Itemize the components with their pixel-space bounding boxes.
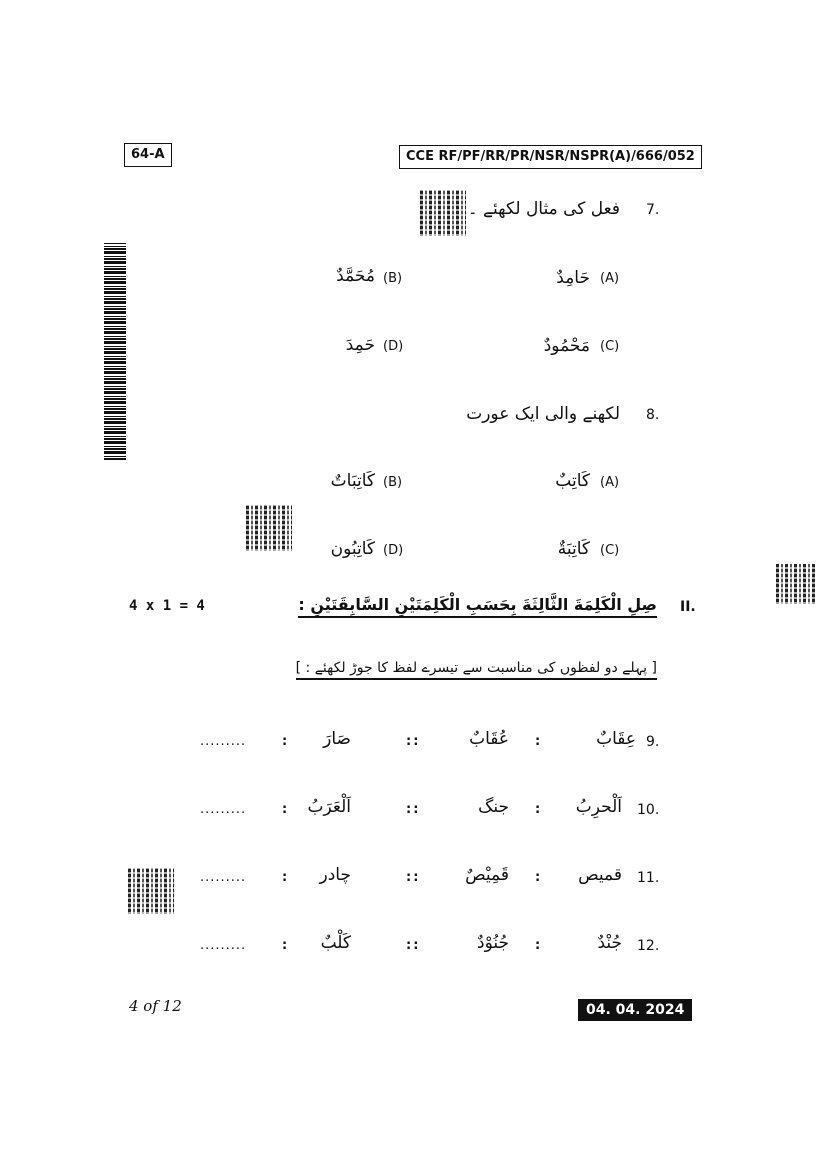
option-label: (A) [600, 475, 620, 490]
option-label: (B) [383, 271, 403, 286]
section-instruction: [ پہلے دو لفظوں کی مناسبت سے تیسرے لفظ کا جوڑ لکھئے : ] [296, 660, 657, 680]
double-separator: :: [406, 734, 421, 749]
double-separator: :: [406, 870, 421, 885]
answer-blank: ......... [200, 802, 247, 817]
word-3: صَارَ [323, 729, 351, 749]
question-text: لکھنے والی ایک عورت [466, 404, 620, 424]
answer-blank: ......... [200, 734, 247, 749]
separator: : [282, 870, 290, 885]
option-text: حَمِدَ [345, 335, 375, 355]
separator: : [282, 734, 290, 749]
option-text: حَامِدٌ [556, 268, 590, 288]
option-label: (C) [600, 339, 620, 354]
word-1: عِقَابٌ [596, 729, 636, 749]
item-number: 11. [637, 870, 660, 886]
separator: : [535, 734, 543, 749]
paper-code-left: 64-A [124, 143, 172, 167]
option-text: مَحْمُودٌ [543, 336, 590, 356]
word-3: چادر [319, 865, 351, 885]
answer-blank: ......... [200, 938, 247, 953]
qr-code-image [246, 505, 292, 551]
word-1: جُنْدٌ [597, 933, 622, 953]
double-separator: :: [406, 938, 421, 953]
question-number: 7. [646, 202, 660, 218]
option-text: كَاتِبَاتٌ [330, 471, 375, 491]
option-text: كَاتِبَةٌ [557, 539, 590, 559]
word-3: كَلْبٌ [320, 933, 351, 953]
barcode-image [104, 243, 126, 460]
separator: : [535, 802, 543, 817]
section-heading: صِلِ الْكَلِمَةَ الثَّالِثَةَ بِحَسَبِ الْكَلِمَتَيْنِ السَّابِقَتَيْنِ : [298, 595, 657, 618]
separator: : [282, 938, 290, 953]
item-number: 10. [637, 802, 660, 818]
option-text: كَاتِبٌ [555, 471, 590, 491]
answer-blank: ......... [200, 870, 247, 885]
word-2: جُنُوْدٌ [477, 933, 509, 953]
word-1: قمیص [578, 865, 622, 885]
marks-allocation: 4 x 1 = 4 [129, 598, 205, 614]
section-number: II. [680, 599, 696, 615]
separator: : [282, 802, 290, 817]
separator: : [535, 938, 543, 953]
word-2: جنگ [478, 797, 509, 817]
option-text: مُحَمَّدٌ [336, 266, 375, 286]
option-label: (B) [383, 475, 403, 490]
item-number: 12. [637, 938, 660, 954]
item-number: 9. [646, 734, 660, 750]
option-label: (A) [600, 271, 620, 286]
qr-code-image [776, 564, 816, 604]
exam-date: 04. 04. 2024 [578, 999, 692, 1021]
question-text: فعل کی مثال لکھئے ۔ [467, 199, 620, 219]
double-separator: :: [406, 802, 421, 817]
word-3: اَلْعَرَبُ [307, 797, 351, 817]
option-text: كَاتِبُون [330, 539, 375, 559]
option-label: (C) [600, 543, 620, 558]
word-1: اَلْحرِبُ [575, 797, 622, 817]
option-label: (D) [383, 543, 404, 558]
page-number: 4 of 12 [129, 997, 182, 1015]
qr-code-image [420, 190, 466, 236]
word-2: عُقَابٌ [469, 729, 509, 749]
qr-code-image [128, 868, 174, 914]
separator: : [535, 870, 543, 885]
question-number: 8. [646, 407, 660, 423]
paper-code-right: CCE RF/PF/RR/PR/NSR/NSPR(A)/666/052 [399, 145, 702, 169]
option-label: (D) [383, 339, 404, 354]
word-2: قَمِيْصٌ [465, 865, 509, 885]
